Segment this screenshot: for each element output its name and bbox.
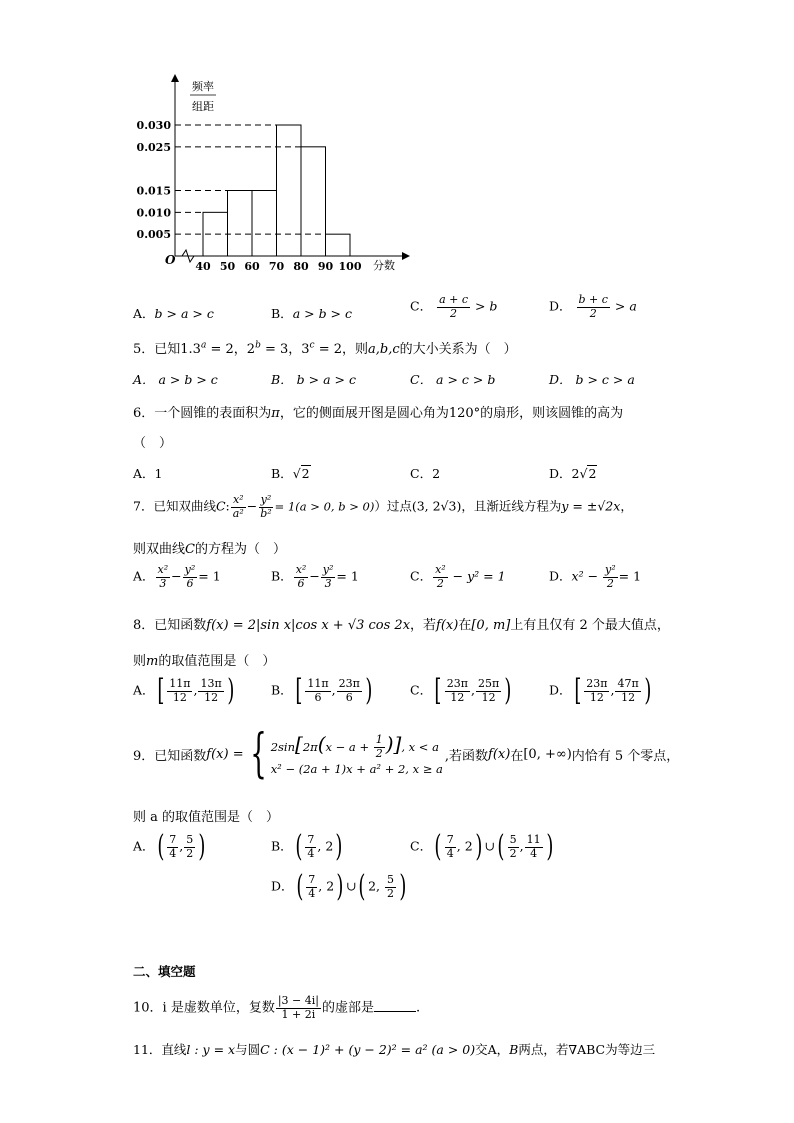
fraction: $\frac{b + c}{2}$ <box>578 293 608 320</box>
q7-option-b[interactable]: B． $\frac{\text{x²}}{6}$ − $\frac{\text{y²}}{3}$ = 1 <box>271 563 359 590</box>
y-axis-label-top: 频率 <box>192 80 214 93</box>
x-tick-label: 50 <box>219 260 236 273</box>
x-tick-label: 90 <box>317 260 334 273</box>
histogram-bar <box>277 125 302 256</box>
q7-option-c[interactable]: C． $\frac{\text{x²}}{2}$ − y² = 1 <box>410 563 506 590</box>
y-tick-label: 0.005 <box>136 228 171 242</box>
y-tick-label: 0.030 <box>136 119 171 132</box>
q4-option-a[interactable]: A．b > a > c <box>133 306 214 321</box>
answer-blank[interactable] <box>374 999 416 1012</box>
q4-option-b[interactable]: B．a > b > c <box>271 306 353 321</box>
q9-option-d[interactable]: D．( $\frac{7}{4}$ , 2) ∪( 2, $\frac{5}{2}$ ) <box>271 869 407 904</box>
q7-option-a[interactable]: A． $\frac{\text{x²}}{3}$ − $\frac{\text{y²}}{6}$ = 1 <box>133 563 221 590</box>
q5-stem: 5．已知1.3$^a$ = 2，$2^b = 3$，$3^c = 2$，则a,b,c的大小关系为（ ） <box>133 340 517 357</box>
q7-stem-line2: 则双曲线C的方程为（ ） <box>133 542 286 557</box>
section-title-fill-in: 二、填空题 <box>133 964 196 979</box>
q4-option-d[interactable]: D． $\frac{b + c}{2}$ > a <box>549 293 637 320</box>
q8-option-c[interactable]: C．[ $\frac{23\pi}{12}$ , $\frac{25\pi}{12}$ ) <box>410 673 512 708</box>
x-tick-label: 100 <box>338 260 362 273</box>
q9-stem: 9．已知函数 f(x) = { 2sin[2π(x − a + $\frac{1}{2}$ )], x < a x² − (2a + 1)x + a² + 2, x ≥ a ,若函数 f(x) 在 [0, +∞) 内恰有 5 个零点， <box>133 724 680 784</box>
q5-option-d[interactable]: D． b > c > a <box>549 372 635 387</box>
q8-stem: 8．已知函数f(x) = 2|sin x|cos x + √3 cos 2x，若f(x)在[0, m]上有且仅有 2 个最大值点， <box>133 618 670 633</box>
origin-label: O <box>165 253 176 267</box>
q9-option-c[interactable]: C．( $\frac{7}{4}$ , 2) ∪( $\frac{5}{2}$ , $\frac{11}{4}$ ) <box>410 829 553 864</box>
q8-option-b[interactable]: B．[ $\frac{11\pi}{6}$ , $\frac{23\pi}{6}$ ) <box>271 673 373 708</box>
q6-option-d[interactable]: D．2√2 <box>549 466 597 481</box>
x-tick-label: 60 <box>244 260 260 273</box>
y-axis-label-bottom: 组距 <box>192 100 214 113</box>
q6-option-a[interactable]: A．1 <box>133 466 163 481</box>
q8-stem-line2: 则m的取值范围是（ ） <box>133 654 276 669</box>
q5-option-b[interactable]: B． b > a > c <box>271 372 356 387</box>
y-tick-label: 0.025 <box>136 140 171 154</box>
x-tick-label: 40 <box>195 260 211 273</box>
q5-option-c[interactable]: C． a > c > b <box>410 372 496 387</box>
q6-stem: 6．一个圆锥的表面积为π，它的侧面展开图是圆心角为120°的扇形，则该圆锥的高为 <box>133 406 624 421</box>
y-axis-arrow <box>171 74 179 82</box>
q9-option-b[interactable]: B．( $\frac{7}{4}$ , 2) <box>271 829 343 864</box>
histogram-bar <box>228 191 253 257</box>
q9-option-a[interactable]: A．( $\frac{7}{4}$ , $\frac{5}{2}$ ) <box>133 829 206 864</box>
x-tick-label: 70 <box>268 260 285 273</box>
q6-option-c[interactable]: C．2 <box>410 466 441 481</box>
q4-option-c[interactable]: C． $\frac{a + c}{2}$ > b <box>410 293 498 320</box>
q7-option-d[interactable]: D．x² − $\frac{\text{y²}}{2}$ = 1 <box>549 563 642 590</box>
x-axis-arrow <box>402 252 410 260</box>
histogram-bar <box>326 234 351 256</box>
piecewise-brace: { <box>249 724 267 784</box>
frequency-histogram <box>130 72 420 282</box>
sqrt-symbol: √ <box>292 466 301 481</box>
histogram-bar <box>252 191 277 257</box>
piecewise-cases: 2sin[2π(x − a + $\frac{1}{2}$ )], x < a x² − (2a + 1)x + a² + 2, x ≥ a <box>270 731 443 776</box>
q10-stem: 10．i 是虚数单位，复数 $\frac{|3 - 4i|}{1 + 2i}$ 的虚部是 . <box>133 994 421 1021</box>
x-axis-label: 分数 <box>373 259 395 272</box>
fraction: $\frac{|3 - 4i|}{1 + 2i}$ <box>277 994 319 1021</box>
q6-option-b[interactable]: B．√2 <box>271 466 310 481</box>
q11-stem: 11．直线l : y = x与圆C : (x − 1)² + (y − 2)² = a² (a > 0)交A，B两点，若∇ABC为等边三 <box>133 1042 656 1057</box>
fraction: $\frac{a + c}{2}$ <box>439 293 468 320</box>
y-tick-label: 0.010 <box>136 206 171 220</box>
q9-stem-line2: 则 a 的取值范围是（ ） <box>133 810 280 825</box>
q6-stem-line2: （ ） <box>133 436 173 451</box>
q8-option-d[interactable]: D．[ $\frac{23\pi}{12}$ , $\frac{47\pi}{12}$ ) <box>549 673 652 708</box>
y-tick-label: 0.015 <box>136 184 171 198</box>
histogram-bar <box>301 147 326 256</box>
sqrt-symbol: √ <box>579 466 588 481</box>
x-tick-label: 80 <box>293 260 309 273</box>
q5-option-a[interactable]: A． a > b > c <box>133 372 218 387</box>
q7-stem: 7．已知双曲线C: $\frac{\text{x²}}{\text{a²}}$ − $\frac{\text{y²}}{\text{b²}}$ = 1(a > 0, b > 0)）过点(3, 2√3)，且渐近线方程为y = ±√2x， <box>133 493 633 520</box>
q8-option-a[interactable]: A．[ $\frac{11\pi}{12}$ , $\frac{13\pi}{12}$ ) <box>133 673 235 708</box>
